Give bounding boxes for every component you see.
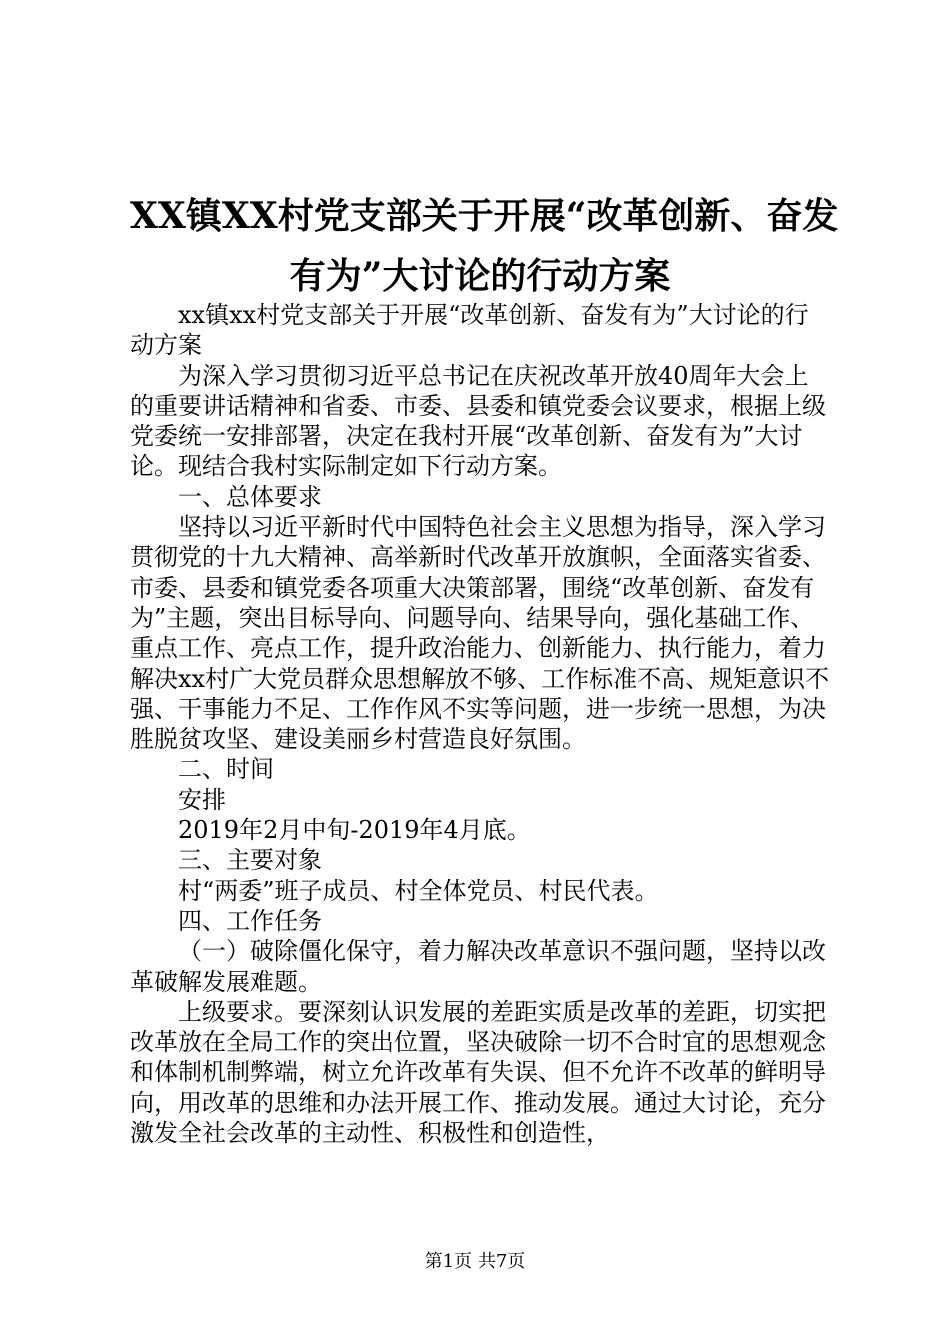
paragraph-general-requirements: 坚持以习近平新时代中国特色社会主义思想为指导，深入学习贯彻党的十九大精神、高举新时代改革开放旗帜，全面落实省委、市委、县委和镇党委各项重大决策部署，围绕“改革创新、奋发有为”主题，突出目标导向、问题导向、结果导向，强化基础工作、重点工作、亮点工作，提升政治能力、创新能力、执行能力，着力解决xx村广大党员群众思想解放不够、工作标准不高、规矩意识不强、干事能力不足、工作作风不实等问题，进一步统一思想，为决胜脱贫攻坚、建设美丽乡村营造良好氛围。 bbox=[130, 513, 830, 754]
document-title-line-2: 有为”大讨论的行动方案 bbox=[289, 255, 671, 297]
paragraph-date-range: 2019年2月中旬-2019年4月底。 bbox=[178, 816, 531, 845]
section-heading-main-targets: 三、主要对象 bbox=[178, 846, 322, 875]
page-footer: 第1页 共7页 bbox=[424, 1251, 526, 1272]
paragraph-superior-requirements: 上级要求。要深刻认识发展的差距实质是改革的差距，切实把改革放在全局工作的突出位置，坚决破除一切不合时宜的思想观念和体制机制弊端，树立允许改革有失误、但不允许不改革的鲜明导向，用改革的思维和办法开展工作、推动发展。通过大讨论，充分激发全社会改革的主动性、积极性和创造性， bbox=[130, 997, 826, 1148]
section-heading-general-requirements: 一、总体要求 bbox=[178, 482, 322, 511]
paragraph-arrangement: 安排 bbox=[178, 785, 226, 814]
paragraph-heading-repeat: xx镇xx村党支部关于开展“改革创新、奋发有为”大讨论的行动方案 bbox=[130, 301, 809, 360]
document-title-line-1: XX镇XX村党支部关于开展“改革创新、奋发 bbox=[130, 195, 839, 237]
paragraph-main-targets: 村“两委”班子成员、村全体党员、村民代表。 bbox=[178, 876, 659, 905]
document-body bbox=[130, 300, 830, 1148]
section-heading-work-tasks: 四、工作任务 bbox=[178, 906, 322, 935]
subsection-heading-task-one: （一）破除僵化保守，着力解决改革意识不强问题，坚持以改革破解发展难题。 bbox=[130, 937, 826, 996]
section-heading-time: 二、时间 bbox=[178, 755, 274, 784]
paragraph-intro: 为深入学习贯彻习近平总书记在庆祝改革开放40周年大会上的重要讲话精神和省委、市委、县委和镇党委会议要求，根据上级党委统一安排部署，决定在我村开展“改革创新、奋发有为”大讨论。现结合我村实际制定如下行动方案。 bbox=[130, 361, 826, 481]
